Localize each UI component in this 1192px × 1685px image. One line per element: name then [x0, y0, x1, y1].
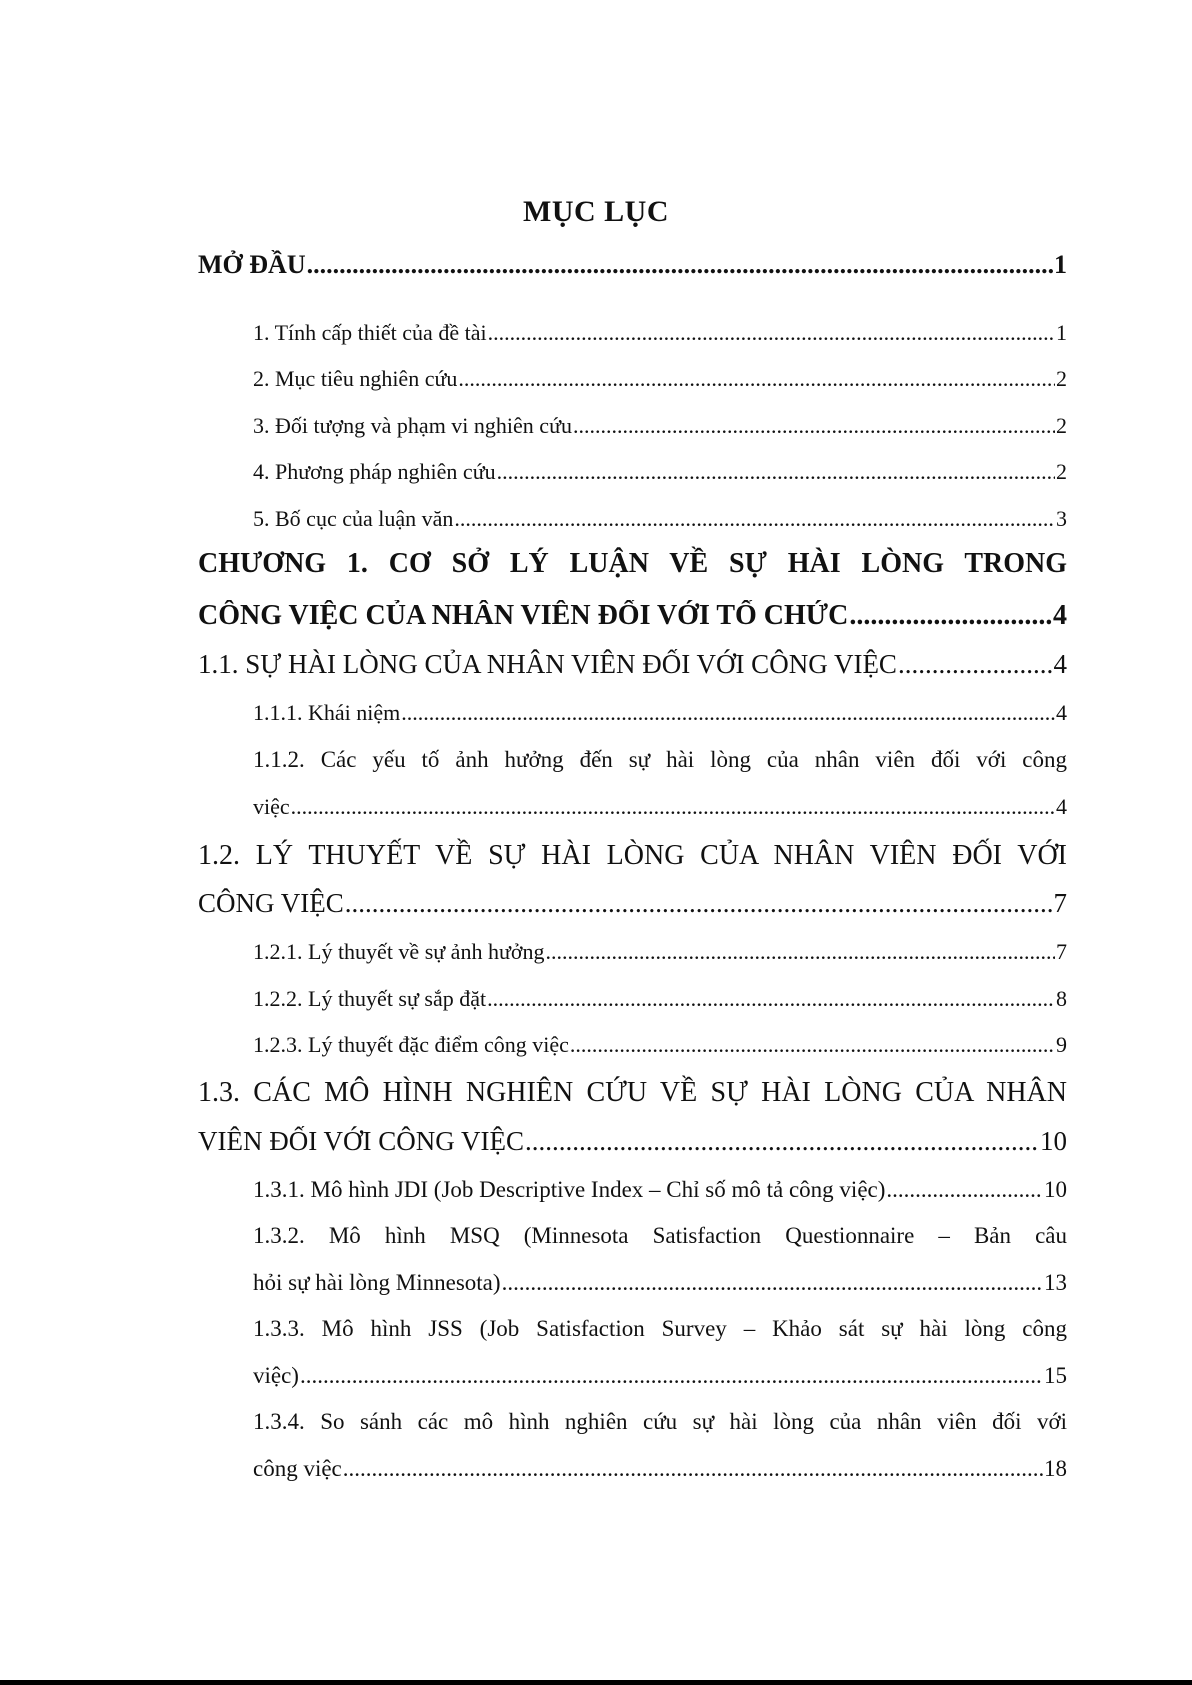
toc-entry-1-2-line1[interactable]: 1.2. LÝ THUYẾT VỀ SỰ HÀI LÒNG CỦA NHÂN VIÊN ĐỐI VỚI [198, 840, 1067, 871]
toc-entry-mo-dau[interactable]: MỞ ĐẦU ..... 1 [198, 250, 1067, 280]
toc-entry-1-1[interactable]: 1.1. SỰ HÀI LÒNG CỦA NHÂN VIÊN ĐỐI VỚI CÔNG VIỆC ..... 4 [198, 649, 1067, 680]
toc-entry-1-3-3[interactable]: việc) ..... 15 [253, 1363, 1067, 1389]
toc-entry-5[interactable]: 5. Bố cục của luận văn ..... 3 [253, 506, 1067, 532]
toc-entry-1-3-2[interactable]: hỏi sự hài lòng Minnesota) ..... 13 [253, 1270, 1067, 1296]
toc-entry-1-2-2[interactable]: 1.2.2. Lý thuyết sự sắp đặt ..... 8 [253, 986, 1067, 1012]
toc-entry-3[interactable]: 3. Đối tượng và phạm vi nghiên cứu ..... 2 [253, 413, 1067, 439]
toc-entry-1-3-4-line1[interactable]: 1.3.4. So sánh các mô hình nghiên cứu sự hài lòng của nhân viên đối với [253, 1409, 1067, 1434]
toc-entry-1-3-2-line1[interactable]: 1.3.2. Mô hình MSQ (Minnesota Satisfaction Questionnaire – Bản câu [253, 1223, 1067, 1248]
toc-entry-1-3-3-line1[interactable]: 1.3.3. Mô hình JSS (Job Satisfaction Survey – Khảo sát sự hài lòng công [253, 1316, 1067, 1341]
toc-entry-1-2-1[interactable]: 1.2.1. Lý thuyết về sự ảnh hưởng ..... 7 [253, 939, 1067, 965]
toc-entry-1-1-1[interactable]: 1.1.1. Khái niệm ..... 4 [253, 700, 1067, 726]
page-bottom-edge [0, 1680, 1192, 1685]
toc-title: MỤC LỤC [523, 195, 669, 228]
toc-entry-1-2[interactable]: CÔNG VIỆC ..... 7 [198, 888, 1067, 919]
toc-entry-1-1-2[interactable]: việc ..... 4 [253, 794, 1067, 820]
toc-entry-chuong-1[interactable]: CÔNG VIỆC CỦA NHÂN VIÊN ĐỐI VỚI TỔ CHỨC ..... 4 [198, 600, 1067, 632]
toc-entry-chuong-1-line1[interactable]: CHƯƠNG 1. CƠ SỞ LÝ LUẬN VỀ SỰ HÀI LÒNG TRONG [198, 548, 1067, 579]
toc-entry-1-1-2-line1[interactable]: 1.1.2. Các yếu tố ảnh hưởng đến sự hài lòng của nhân viên đối với công [253, 747, 1067, 772]
toc-entry-1[interactable]: 1. Tính cấp thiết của đề tài ..... 1 [253, 320, 1067, 346]
toc-entry-1-3[interactable]: VIÊN ĐỐI VỚI CÔNG VIỆC ..... 10 [198, 1126, 1067, 1157]
toc-entry-1-2-3[interactable]: 1.2.3. Lý thuyết đặc điểm công việc ..... 9 [253, 1032, 1067, 1058]
toc-entry-1-3-line1[interactable]: 1.3. CÁC MÔ HÌNH NGHIÊN CỨU VỀ SỰ HÀI LÒNG CỦA NHÂN [198, 1077, 1067, 1108]
toc-entry-1-3-1[interactable]: 1.3.1. Mô hình JDI (Job Descriptive Index – Chỉ số mô tả công việc) ..... 10 [253, 1177, 1067, 1203]
toc-entry-2[interactable]: 2. Mục tiêu nghiên cứu ..... 2 [253, 366, 1067, 392]
toc-entry-4[interactable]: 4. Phương pháp nghiên cứu ..... 2 [253, 459, 1067, 485]
toc-entry-1-3-4[interactable]: công việc ..... 18 [253, 1456, 1067, 1482]
